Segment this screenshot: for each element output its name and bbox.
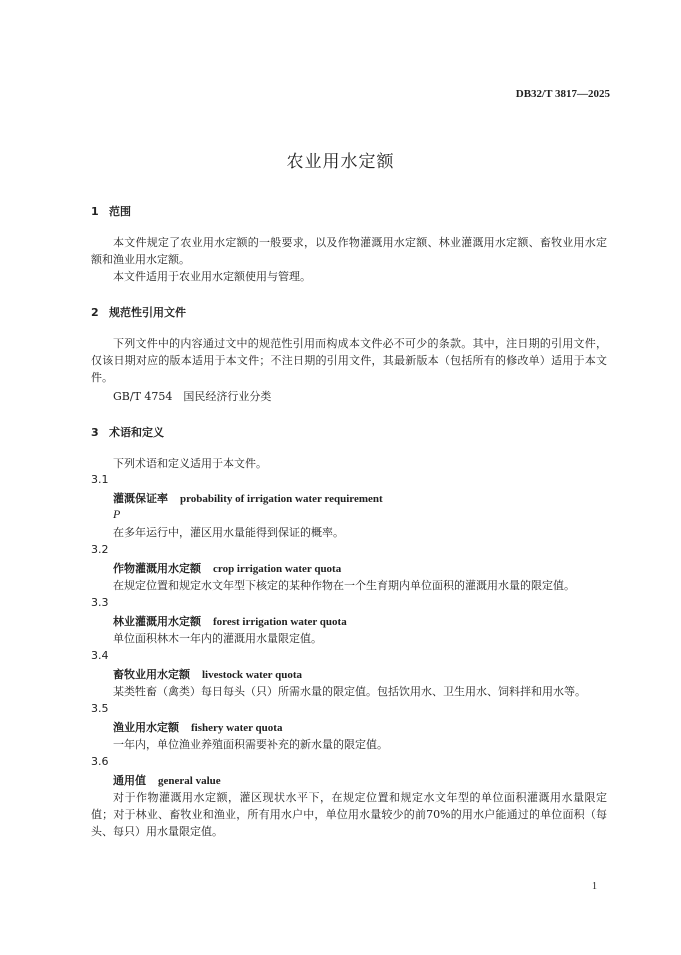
section-3-heading (91, 424, 164, 440)
term-heading (113, 490, 383, 506)
term-english: livestock water quota (202, 669, 303, 681)
term-chinese: 灌溉保证率 (113, 492, 168, 505)
term-heading (113, 613, 347, 629)
term-number: 3.3 (91, 596, 109, 609)
term-heading (113, 560, 341, 576)
section-title: 范围 (109, 205, 131, 218)
term-heading (113, 719, 282, 735)
section-1-paragraph-2: 本文件适用于农业用水定额使用与管理。 (113, 270, 311, 283)
term-definition: 在规定位置和规定水文年型下核定的某种作物在一个生育期内单位面积的灌溉用水量的限定值。 (113, 579, 575, 592)
section-2-heading (91, 304, 186, 320)
term-english: crop irrigation water quota (213, 563, 342, 575)
section-title: 规范性引用文件 (109, 306, 186, 319)
term-english: fishery water quota (191, 722, 283, 734)
term-english: general value (158, 775, 221, 787)
term-number: 3.1 (91, 473, 109, 486)
term-definition: 对于作物灌溉用水定额，灌区现状水平下，在规定位置和规定水文年型的单位面积灌溉用水量限定值；对于林业、畜牧业和渔业，所有用水户中，单位用水量较少的前70%的用水户能通过的单位面积（每头、每只）用水量限定值。 (91, 791, 607, 838)
term-number: 3.2 (91, 543, 109, 556)
section-1-paragraph-1: 本文件规定了农业用水定额的一般要求，以及作物灌溉用水定额、林业灌溉用水定额、畜牧业用水定额和渔业用水定额。 (91, 236, 607, 266)
section-number: 3 (91, 426, 99, 439)
term-heading (113, 772, 221, 788)
section-title: 术语和定义 (109, 426, 164, 439)
term-symbol: P (113, 507, 121, 521)
term-chinese: 畜牧业用水定额 (113, 668, 190, 681)
term-definition: 单位面积林木一年内的灌溉用水量限定值。 (113, 632, 322, 645)
section-1-heading (91, 203, 131, 219)
section-number: 2 (91, 306, 99, 319)
term-chinese: 作物灌溉用水定额 (113, 562, 201, 575)
section-number: 1 (91, 205, 99, 218)
term-definition: 一年内，单位渔业养殖面积需要补充的新水量的限定值。 (113, 738, 388, 751)
page-number: 1 (592, 881, 597, 892)
term-definition: 某类牲畜（禽类）每日每头（只）所需水量的限定值。包括饮用水、卫生用水、饲料拌和用水等。 (113, 685, 586, 698)
document-title: 农业用水定额 (286, 152, 395, 172)
term-number: 3.5 (91, 702, 109, 715)
term-number: 3.4 (91, 649, 109, 662)
term-number: 3.6 (91, 755, 109, 768)
section-3-intro: 下列术语和定义适用于本文件。 (113, 457, 267, 470)
term-definition: 在多年运行中，灌区用水量能得到保证的概率。 (113, 526, 344, 539)
term-english: forest irrigation water quota (213, 616, 347, 628)
normative-reference: GB/T 4754 国民经济行业分类 (113, 390, 272, 403)
document-code: DB32/T 3817—2025 (515, 88, 610, 100)
term-chinese: 林业灌溉用水定额 (113, 615, 201, 628)
term-heading (113, 666, 302, 682)
section-2-paragraph-1: 下列文件中的内容通过文中的规范性引用而构成本文件必不可少的条款。其中，注日期的引用文件，仅该日期对应的版本适用于本文件；不注日期的引用文件，其最新版本（包括所有的修改单）适用于本文件。 (91, 337, 607, 384)
term-english: probability of irrigation water requirement (180, 493, 383, 505)
term-chinese: 渔业用水定额 (113, 721, 179, 734)
term-chinese: 通用值 (113, 774, 146, 787)
